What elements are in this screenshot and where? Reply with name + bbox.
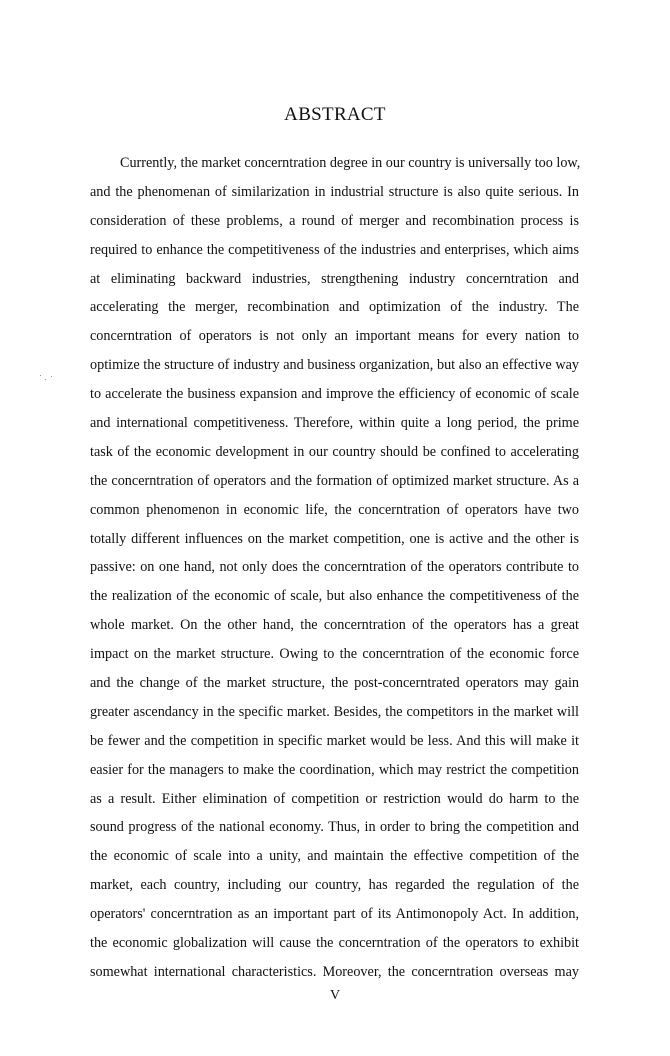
abstract-line: sound progress of the national economy. Thus, in order to bring the competition and <box>90 819 579 836</box>
abstract-line: to accelerate the business expansion and improve the efficiency of economic of scale <box>90 386 579 403</box>
abstract-line: optimize the structure of industry and business organization, but also an effective way <box>90 357 579 374</box>
abstract-line: market, each country, including our country, has regarded the regulation of the <box>90 877 579 894</box>
abstract-line: the economic of scale into a unity, and maintain the effective competition of the <box>90 848 579 865</box>
abstract-line: easier for the managers to make the coordination, which may restrict the competition <box>90 761 579 778</box>
abstract-line: at eliminating backward industries, strengthening industry concerntration and <box>90 270 579 287</box>
abstract-line: be fewer and the competition in specific market would be less. And this will make it <box>90 732 579 749</box>
abstract-title: ABSTRACT <box>284 104 386 125</box>
abstract-line: Currently, the market concerntration degree in our country is universally too low, <box>120 155 581 171</box>
abstract-line: greater ascendancy in the specific market. Besides, the competitors in the market will <box>90 703 579 720</box>
abstract-line: required to enhance the competitiveness of the industries and enterprises, which aims <box>90 241 579 258</box>
abstract-line: and the phenomenan of similarization in industrial structure is also quite serious. In <box>90 183 579 200</box>
abstract-line: somewhat international characteristics. Moreover, the concerntration overseas may <box>90 963 579 980</box>
abstract-line: task of the economic development in our country should be confined to accelerating <box>90 443 579 460</box>
abstract-line: accelerating the merger, recombination and optimization of the industry. The <box>90 299 579 316</box>
abstract-line: the realization of the economic of scale, but also enhance the competitiveness of the <box>90 588 579 605</box>
abstract-line: consideration of these problems, a round of merger and recombination process is <box>90 212 579 229</box>
abstract-line: and the change of the market structure, the post-concerntrated operators may gain <box>90 675 579 692</box>
abstract-line: the economic globalization will cause the concerntration of the operators to exhibit <box>90 935 579 952</box>
abstract-body <box>90 153 579 991</box>
abstract-line: and international competitiveness. Therefore, within quite a long period, the prime <box>90 415 579 432</box>
abstract-line: operators' concerntration as an important part of its Antimonopoly Act. In addition, <box>90 906 579 923</box>
abstract-line: concerntration of operators is not only an important means for every nation to <box>90 328 579 345</box>
abstract-line: as a result. Either elimination of competition or restriction would do harm to the <box>90 790 579 807</box>
scan-speck-mark <box>40 375 54 381</box>
abstract-line: the concerntration of operators and the formation of optimized market structure. As a <box>90 472 579 489</box>
abstract-line: impact on the market structure. Owing to the concerntration of the economic force <box>90 646 579 663</box>
abstract-line: passive: on one hand, not only does the concerntration of the operators contribute to <box>90 559 579 576</box>
page-number: V <box>329 988 341 1003</box>
abstract-line: totally different influences on the market competition, one is active and the other is <box>90 530 579 547</box>
abstract-line: whole market. On the other hand, the concerntration of the operators has a great <box>90 617 579 634</box>
abstract-line: common phenomenon in economic life, the concerntration of operators have two <box>90 501 579 518</box>
